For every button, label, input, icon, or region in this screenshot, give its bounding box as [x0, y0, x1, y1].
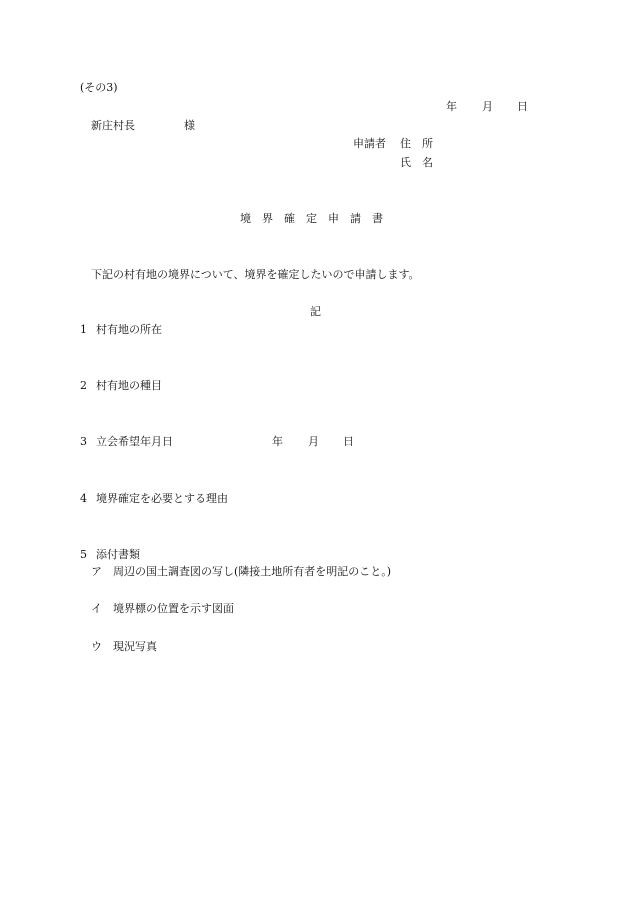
attachment-i-mark: イ: [91, 602, 102, 615]
item-3-year-label: 年: [272, 435, 283, 448]
address-label: 住 所: [400, 137, 433, 150]
date-month-label: 月: [482, 100, 493, 113]
item-4-number: 4: [80, 492, 87, 505]
item-3-day-label: 日: [343, 435, 354, 448]
attachment-a-mark: ア: [91, 565, 102, 578]
item-3-label: 立会希望年月日: [96, 435, 173, 448]
attachment-u-mark: ウ: [91, 640, 102, 653]
form-number: (その3): [80, 81, 118, 94]
date-year-label: 年: [446, 100, 457, 113]
document-title: 境 界 確 定 申 請 書: [240, 212, 383, 225]
item-5-number: 5: [80, 548, 87, 561]
attachment-a-text: 周辺の国土調査図の写し(隣接土地所有者を明記のこと。): [113, 565, 392, 578]
body-text: 下記の村有地の境界について、境界を確定したいので申請します。: [91, 268, 420, 281]
item-5-label: 添付書類: [96, 548, 140, 561]
item-2-label: 村有地の種目: [96, 379, 162, 392]
date-day-label: 日: [517, 100, 528, 113]
item-3-number: 3: [80, 435, 87, 448]
attachment-u-text: 現況写真: [113, 640, 157, 653]
addressee-name: 新庄村長: [91, 119, 135, 132]
attachment-i-text: 境界標の位置を示す図面: [113, 602, 234, 615]
name-label: 氏 名: [400, 156, 433, 169]
item-1-number: 1: [80, 323, 87, 336]
addressee-honorific: 様: [184, 119, 195, 132]
item-1-label: 村有地の所在: [96, 323, 162, 336]
applicant-label: 申請者: [353, 137, 386, 150]
item-2-number: 2: [80, 379, 87, 392]
item-3-month-label: 月: [308, 435, 319, 448]
item-4-label: 境界確定を必要とする理由: [96, 492, 228, 505]
ki-label: 記: [310, 305, 321, 318]
